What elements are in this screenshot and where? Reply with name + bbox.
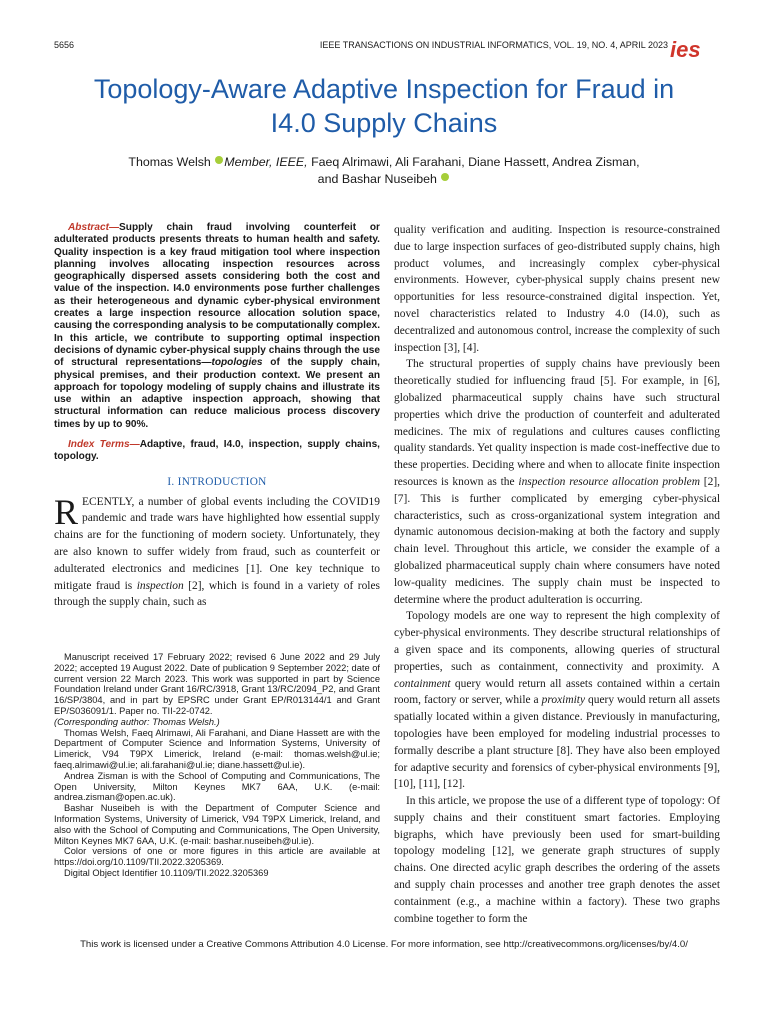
left-column [54,222,380,611]
index-terms-text: Adaptive, fraud, I4.0, inspection, supply chains, topology. [54,439,380,463]
title-line-2: I4.0 Supply Chains [270,108,498,138]
footnote-affiliation-nuseibeh: Bashar Nuseibeh is with the Department of Computer Science and Information Systems, University of Limerick, V94 T9PX Limerick, Ireland, and also with the School of Computing and Communications, The Open University, Milton Keynes MK7 6AA, U.K. (e-mail: bashar.nuseibeh@ul.ie). [54,803,380,846]
footnote-manuscript: Manuscript received 17 February 2022; revised 6 June 2022 and 29 July 2022; accepted 19 August 2022. Date of publication 9 September 2022; date of current version 22 March 2023. This work was supported in part by Science Foundation Ireland under Grant 16/RC/3918, Grant 13/RC/2094_P2, and Grant 16/SP/3804, and in part by EPSRC under Grant EP/R013144/1 and Grant EP/S036091/1. Paper no. TII-22-0742. [54,652,380,716]
intro-text-end: [2], which is found in a variety of roles through the supply chain, such as [54,579,380,609]
intro-text: ECENTLY, a number of global events including the COVID19 pandemic and trade wars have highlighted how essential supply chains are for the functioning of modern society. Unfortunately, they are also known to suffer widely from fraud, such as counterfeit or adulterated electronics and medicines [1]. One key technique to mitigate fraud is [54,495,380,592]
p2-emphasis: inspection resource allocation problem [518,475,701,488]
footnote-corresponding: (Corresponding author: Thomas Welsh.) [54,716,220,727]
author-first: Thomas Welsh [128,155,211,169]
p3-emphasis-containment: containment [394,677,451,690]
index-terms [54,439,380,464]
footnote-doi: Digital Object Identifier 10.1109/TII.2022.3205369 [64,867,269,878]
abstract-label: Abstract— [68,222,120,233]
journal-name: IEEE TRANSACTIONS ON INDUSTRIAL INFORMATICS, VOL. 19, NO. 4, APRIL 2023 [319,40,668,50]
right-paragraph-3 [394,608,720,793]
footnotes [54,652,380,879]
author-last-prefix: and [317,172,339,186]
author-last: Bashar Nuseibeh [341,172,437,186]
p3-emphasis-proximity: proximity [541,694,586,707]
right-paragraph-2 [394,356,720,608]
page-number: 5656 [54,40,75,50]
footnote-affiliation-ul: Thomas Welsh, Faeq Alrimawi, Ali Farahani, and Diane Hassett are with the Department of Computer Science and Information Systems, University of Limerick, V94 T9PX Limerick, Ireland (e-mail: thomas.welsh@ul.ie; faeq.alrimawi@ul.ie; ali.farahani@ul.ie; diane.hassett@ul.ie). [54,727,380,770]
paper-title [40,72,728,140]
orcid-icon[interactable] [441,173,449,181]
abstract-text: Supply chain fraud involving counterfeit or adulterated products presents threats to human health and safety. Quality inspection is a key fraud mitigation tool where inspection planning involves allocating inspection resources across geographically dispersed assets considering both the cost and value of the inspection. I4.0 environments pose further challenges as their heterogeneous and dynamic cyber-physical environment creates a large inspection resource allocation solution space, causing the corresponding analysis to be computationally complex. In this article, we contribute to supporting optimal inspection decisions of dynamic cyber-physical supply chains through the use of structural representations— [54,222,380,369]
footnote-affiliation-ou: Andrea Zisman is with the School of Computing and Communications, The Open University, Milton Keynes MK7 6AA, U.K. (e-mail: andrea.zisman@open.ac.uk). [54,770,380,803]
abstract-emphasis: topologies [211,357,263,369]
p3-text-mid: query would return all assets contained within a certain room, factory or server, while a [394,677,720,707]
author-membership: Member, IEEE, [224,155,308,169]
right-paragraph-1: quality verification and auditing. Inspection is resource-constrained due to large inspection surfaces of geo-distributed supply chains, high product volumes, and increasingly complex cyber-physical environments. However, cyber-physical supply chains present new opportunities for less resource-constrained digital inspection. Yet, novel characteristics related to Industry 4.0 (I4.0), such as decentralized and autonomous control, increase the complexity of such inspection [3], [4]. [394,224,720,354]
right-column [394,222,720,927]
index-terms-label: Index Terms— [68,439,140,451]
abstract-text-end: of the supply chain, physical premises, and their production context. We present an approach for topology modeling of supply chains and illustrate its use within an adaptive inspection approach, showing that structural information can reduce malicious process discovery times by up to 90%. [54,357,380,430]
intro-paragraph [54,491,380,612]
author-list [40,154,728,188]
author-others: Faeq Alrimawi, Ali Farahani, Diane Hassett, Andrea Zisman, [311,155,640,169]
p3-text: Topology models are one way to represent the high complexity of cyber-physical environments. They describe structural relationships of a given space and its components, allowing queries of structural properties, such as containment, connectivity and proximity. A [394,610,720,673]
running-header [54,37,768,62]
section-heading-introduction: I. INTRODUCTION [167,475,267,488]
drop-cap: R [54,491,79,532]
title-line-1: Topology-Aware Adaptive Inspection for Fraud in [93,74,675,104]
p2-text-end: [2], [7]. This is further complicated by emerging cyber-physical characteristics, such as cross-organizational system integration and dynamic autonomous decision-making at both the factory and supply chain level. Throughout this article, we consider the example of a globalized pharmaceutical supply chain where consumers have noted low-quality medicines. The supply chain must be inspected to determine where the product adulteration is occurring. [394,475,720,606]
footnote-color-versions: Color versions of one or more figures in this article are available at https://doi.org/10.1109/TII.2022.3205369. [54,846,380,868]
license-notice: This work is licensed under a Creative Commons Attribution 4.0 License. For more information, see http://creativecommons.org/licenses/by/4.0/ [80,939,688,950]
right-paragraph-4: In this article, we propose the use of a different type of topology: Of supply chains and their constituent smart factories. Employing bigraphs, which have previously been used for smart-building topology modeling [12], we generate graph structures of supply chains. One directed acylic graph describes the ordering of the assets and supply chain processes and another tree graph denotes the asset containment (e.g., a machine within a factory). These two graphs combine together to form the [394,795,720,925]
ies-logo-icon [668,36,712,62]
p3-text-end: query would return all assets spatially located within a given distance. Previously in manufacturing, topologies have been employed for modeling industrial processes to formally describe a plant structure [8]. They have also been employed for adaptive security and forensics of cyber-physical environments [9], [10], [11], [12]. [394,694,721,791]
p2-text: The structural properties of supply chains have previously been theoretically studied for influencing fraud [5]. For example, in [6], globalized pharmaceutical supply chains have such structural properties which drive the production of counterfeit and adulterated medicines. The mix of regulations and cultures causes conflicting quality standards. Yet quality inspection is made cost-ineffective due to these properties. Deciding where and when to allocate finite inspection resources is known as the [394,358,721,488]
logo-text: ies [670,37,701,62]
intro-emphasis: inspection [136,579,184,592]
abstract [54,222,380,431]
orcid-icon[interactable] [215,156,223,164]
